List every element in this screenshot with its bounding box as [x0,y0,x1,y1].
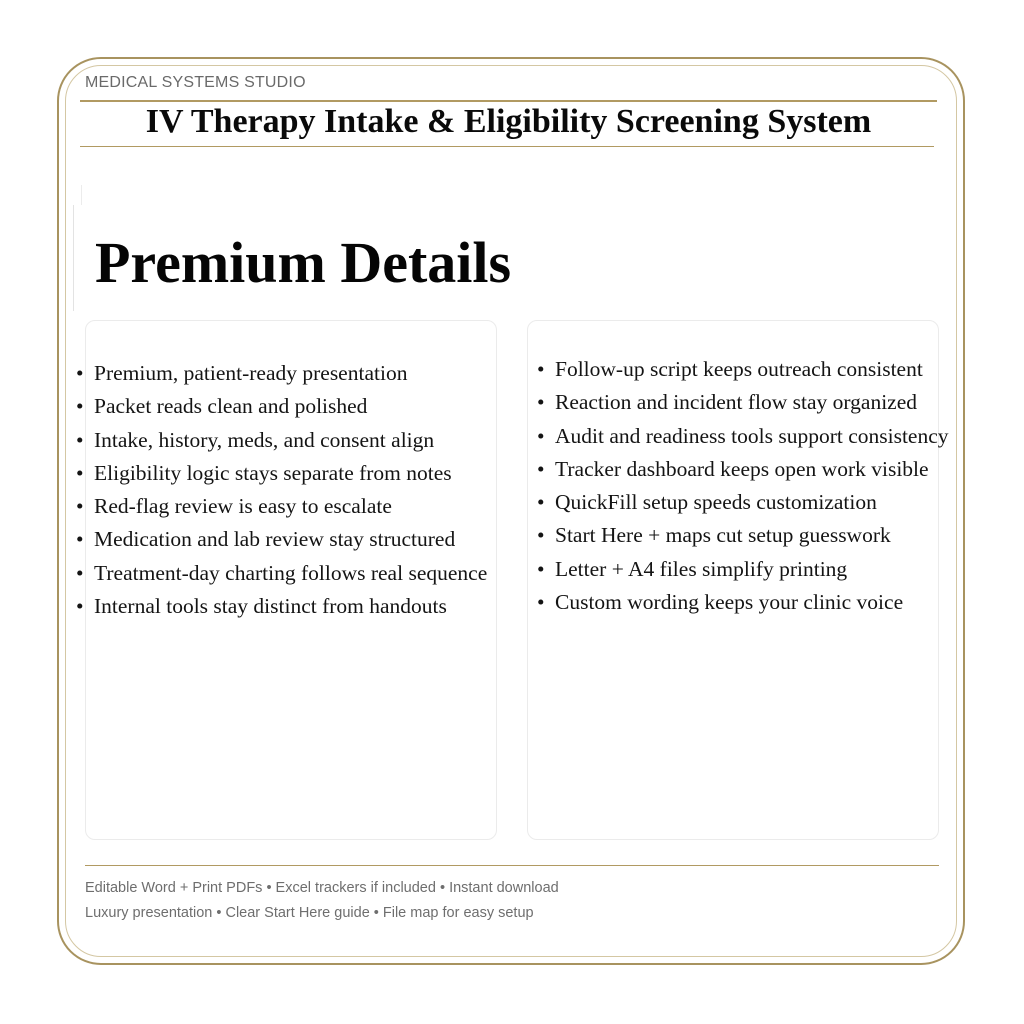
bullet-icon: • [537,390,545,415]
feature-list-left [76,361,496,627]
bullet-icon: • [537,490,545,515]
list-item [76,594,496,618]
bullet-icon: • [76,361,84,385]
list-item [537,457,957,481]
bullet-icon: • [537,590,545,615]
section-heading: Premium Details [95,230,512,295]
footer-line-1: Editable Word + Print PDFs • Excel trackers if included • Instant download [85,880,559,896]
list-item [76,527,496,551]
bullet-icon: • [537,456,545,481]
list-item-label: Premium, patient-ready presentation [94,361,408,385]
list-item [537,557,957,581]
list-item-label: Follow-up script keeps outreach consistent [555,357,923,381]
brand-label: MEDICAL SYSTEMS STUDIO [85,74,306,91]
decorative-line [73,205,74,311]
list-item-label: Packet reads clean and polished [94,394,368,419]
list-item-label: Medication and lab review stay structured [94,527,456,552]
list-item-label: Custom wording keeps your clinic voice [555,590,904,615]
list-item-label: QuickFill setup speeds customization [555,490,877,515]
list-item [537,523,957,547]
header-bottom-divider [80,146,934,147]
list-item [537,590,957,614]
bullet-icon: • [76,560,84,585]
bullet-icon: • [76,527,84,552]
list-item-label: Start Here + maps cut setup guesswork [555,523,891,548]
list-item-label: Letter + A4 files simplify printing [555,556,848,581]
list-item [76,361,496,385]
list-item-label: Internal tools stay distinct from handouts [94,594,447,619]
list-item-label: Treatment-day charting follows real sequence [94,560,488,585]
list-item [537,390,957,414]
footer-divider [85,865,939,866]
feature-list-right [537,357,957,623]
list-item-label: Intake, history, meds, and consent align [94,427,435,452]
bullet-icon: • [76,427,84,452]
list-item-label: Eligibility logic stays separate from notes [94,460,452,485]
footer-line-2: Luxury presentation • Clear Start Here guide • File map for easy setup [85,905,534,921]
list-item-label: Audit and readiness tools support consistency [555,423,949,448]
bullet-icon: • [537,357,545,381]
bullet-icon: • [537,556,545,581]
list-item [76,461,496,485]
list-item [76,494,496,518]
bullet-icon: • [537,423,545,448]
bullet-icon: • [76,494,84,519]
list-item-label: Red-flag review is easy to escalate [94,494,392,519]
list-item [537,490,957,514]
list-item-label: Tracker dashboard keeps open work visible [555,456,929,481]
page-title: IV Therapy Intake & Eligibility Screening System [145,103,872,140]
bullet-icon: • [76,460,84,485]
list-item [537,357,957,381]
list-item [76,394,496,418]
list-item-label: Reaction and incident flow stay organized [555,390,918,415]
decorative-line [81,185,82,205]
bullet-icon: • [76,594,84,619]
bullet-icon: • [537,523,545,548]
bullet-icon: • [76,394,84,419]
list-item [76,428,496,452]
list-item [537,424,957,448]
list-item [76,561,496,585]
